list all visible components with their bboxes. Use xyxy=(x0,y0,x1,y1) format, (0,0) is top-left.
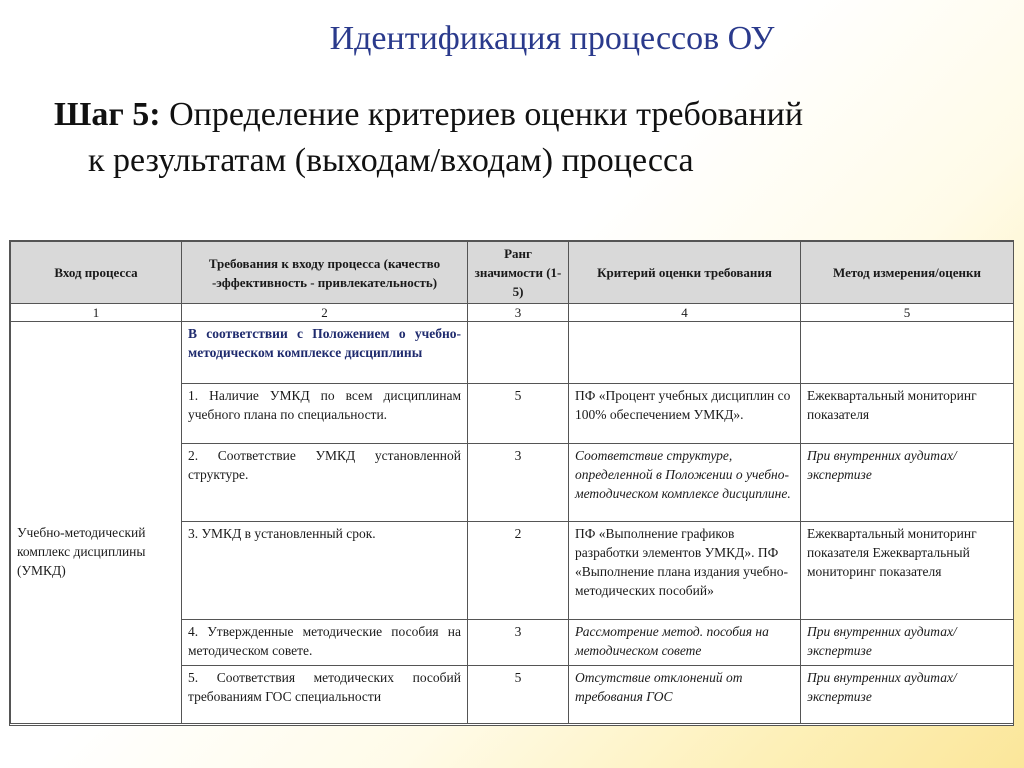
method-cell: При внутренних аудитах/ экспертизе xyxy=(801,620,1014,666)
criterion-cell: ПФ «Выполнение графиков разработки элементов УМКД». ПФ «Выполнение плана издания учебно-методических пособий» xyxy=(569,522,801,620)
column-number: 4 xyxy=(569,304,801,322)
method-cell: При внутренних аудитах/ экспертизе xyxy=(801,666,1014,724)
header-requirements: Требования к входу процесса (качество -эффективность - привлекательность) xyxy=(182,242,468,304)
rank-cell: 3 xyxy=(468,620,569,666)
requirement-cell: 1. Наличие УМКД по всем дисциплинам учебного плана по специальности. xyxy=(182,384,468,444)
requirement-cell: 3. УМКД в установленный срок. xyxy=(182,522,468,620)
slide-title: Идентификация процессов ОУ xyxy=(329,20,775,57)
header-criterion: Критерий оценки требования xyxy=(569,242,801,304)
column-number: 2 xyxy=(182,304,468,322)
empty-cell xyxy=(468,322,569,384)
column-number: 5 xyxy=(801,304,1014,322)
process-input-cell: Учебно-методический комплекс дисциплины (УМКД) xyxy=(11,322,182,724)
requirement-cell: 2. Соответствие УМКД установленной структуре. xyxy=(182,444,468,522)
step-text-line1: Определение критериев оценки требований xyxy=(169,96,804,133)
method-cell: При внутренних аудитах/ экспертизе xyxy=(801,444,1014,522)
step-label: Шаг 5: xyxy=(54,96,161,133)
criterion-cell: ПФ «Процент учебных дисциплин со 100% обеспечением УМКД». xyxy=(569,384,801,444)
rank-cell: 3 xyxy=(468,444,569,522)
rank-cell: 5 xyxy=(468,666,569,724)
method-cell: Ежеквартальный мониторинг показателя Ежеквартальный мониторинг показателя xyxy=(801,522,1014,620)
empty-cell xyxy=(801,322,1014,384)
column-number: 1 xyxy=(11,304,182,322)
column-number-row xyxy=(11,304,1014,322)
table-header-row xyxy=(11,242,1014,304)
criterion-cell: Соответствие структуре, определенной в Положении о учебно-методическом комплексе дисциплине. xyxy=(569,444,801,522)
section-heading: В соответствии с Положением о учебно-методическом комплексе дисциплины xyxy=(182,322,468,384)
header-input: Вход процесса xyxy=(11,242,182,304)
step-text-line2: к результатам (выходам/входам) процесса xyxy=(88,142,694,179)
requirement-cell: 4. Утвержденные методические пособия на методическом совете. xyxy=(182,620,468,666)
header-rank: Ранг значимости (1-5) xyxy=(468,242,569,304)
criterion-cell: Рассмотрение метод. пособия на методическом совете xyxy=(569,620,801,666)
criteria-table xyxy=(10,241,1014,724)
criterion-cell: Отсутствие отклонений от требования ГОС xyxy=(569,666,801,724)
column-number: 3 xyxy=(468,304,569,322)
header-method: Метод измерения/оценки xyxy=(801,242,1014,304)
criteria-table-container xyxy=(9,240,1014,726)
rank-cell: 2 xyxy=(468,522,569,620)
step-heading xyxy=(54,92,974,184)
rank-cell: 5 xyxy=(468,384,569,444)
requirement-cell: 5. Соответствия методических пособий требованиям ГОС специальности xyxy=(182,666,468,724)
table-row xyxy=(11,322,1014,384)
empty-cell xyxy=(569,322,801,384)
method-cell: Ежеквартальный мониторинг показателя xyxy=(801,384,1014,444)
